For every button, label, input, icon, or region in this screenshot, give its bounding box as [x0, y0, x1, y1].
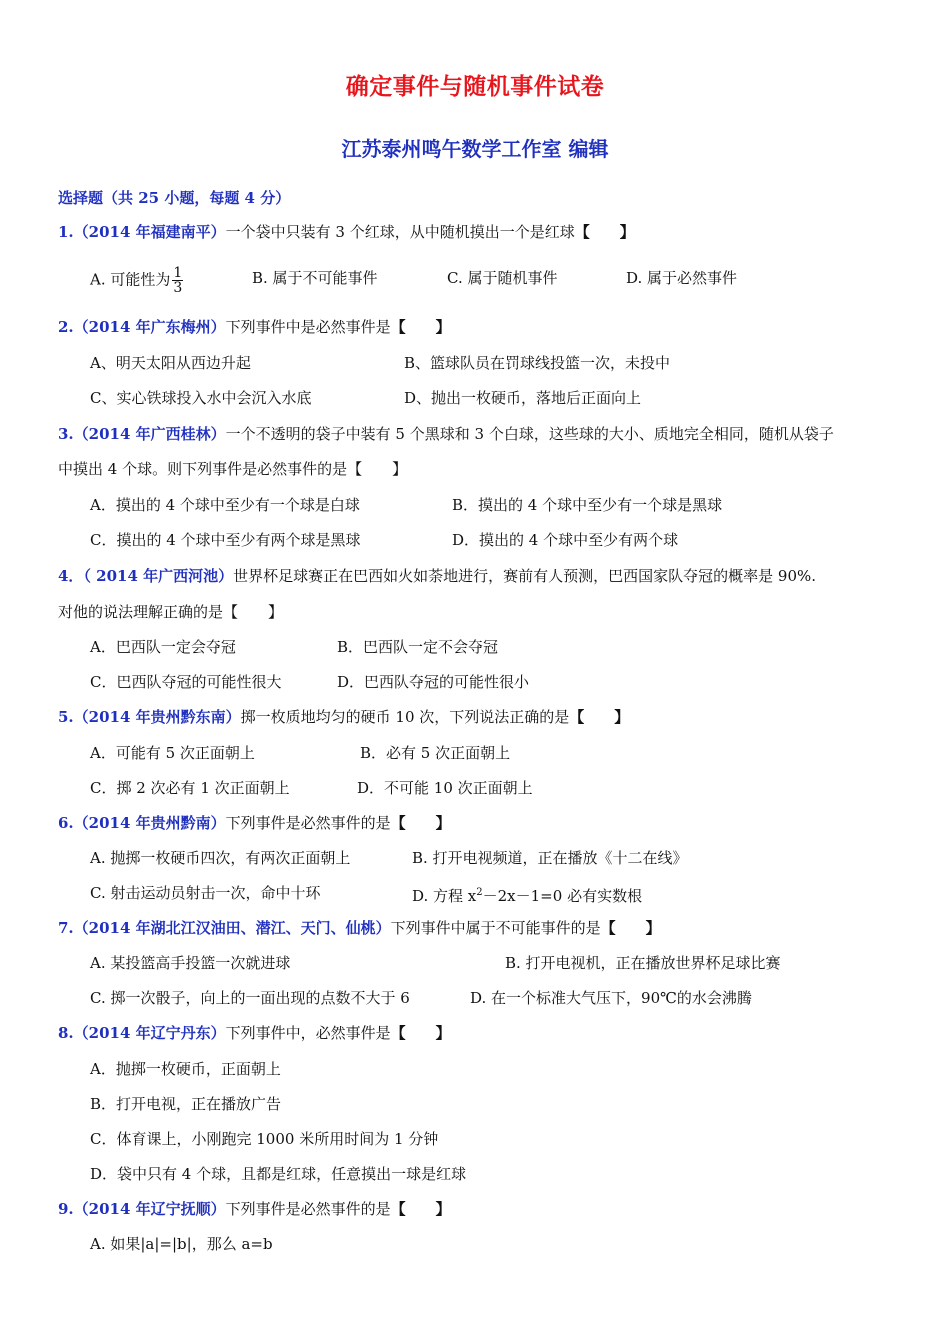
- question-text: 掷一枚质地均匀的硬币 10 次，下列说法正确的是: [240, 708, 570, 726]
- question-source: （2014 年贵州黔南）: [73, 814, 226, 832]
- question-9: [58, 1199, 451, 1219]
- question-7: [58, 918, 661, 938]
- option-b: B．打开电视，正在播放广告: [90, 1095, 282, 1113]
- question-2: [58, 317, 451, 337]
- fraction-denominator: 3: [173, 280, 183, 296]
- answer-bracket: 【 】: [223, 603, 284, 621]
- option-c: C．体育课上，小刚跑完 1000 米所用时间为 1 分钟: [90, 1130, 439, 1148]
- answer-bracket: 【 】: [574, 223, 635, 241]
- option-d: D．不可能 10 次正面朝上: [357, 779, 533, 797]
- answer-bracket: 【 】: [569, 708, 630, 726]
- question-number: 8.: [58, 1024, 74, 1042]
- question-8: [58, 1023, 451, 1043]
- option-b: B. 打开电视频道，正在播放《十二在线》: [412, 849, 688, 867]
- question-text: 下列事件中是必然事件是: [225, 318, 391, 336]
- question-6: [58, 813, 451, 833]
- option-b: B. 打开电视机，正在播放世界杯足球比赛: [505, 954, 781, 972]
- option-c: C. 掷一次骰子，向上的一面出现的点数不大于 6: [90, 989, 410, 1007]
- option-a: A. 某投篮高手投篮一次就进球: [90, 954, 291, 972]
- option-b: B、篮球队员在罚球线投篮一次，未投中: [404, 354, 671, 372]
- question-source: （2014 年广西桂林）: [73, 425, 226, 443]
- question-source: （2014 年贵州黔东南）: [73, 708, 241, 726]
- option-b: B．必有 5 次正面朝上: [360, 744, 511, 762]
- option-c: C. 属于随机事件: [447, 269, 558, 287]
- question-text: 一个袋中只装有 3 个红球，从中随机摸出一个是红球: [225, 223, 575, 241]
- question-5: [58, 707, 629, 727]
- section-header: 选择题（共 25 小题，每题 4 分）: [58, 189, 291, 207]
- question-text: 中摸出 4 个球。则下列事件是必然事件的是: [58, 460, 348, 478]
- option-d-text-rest: －2x－1=0 必有实数根: [482, 887, 643, 905]
- option-a: A．巴西队一定会夺冠: [90, 638, 236, 656]
- question-number: 3.: [58, 425, 74, 443]
- question-source: （2014 年湖北江汉油田、潜江、天门、仙桃）: [73, 919, 391, 937]
- option-d: D. 在一个标准大气压下，90℃的水会沸腾: [470, 989, 752, 1007]
- question-source: （2014 年广东梅州）: [73, 318, 226, 336]
- question-number: 4．: [58, 567, 84, 585]
- question-number: 7.: [58, 919, 74, 937]
- option-a: A．抛掷一枚硬币，正面朝上: [90, 1060, 281, 1078]
- question-text: 一个不透明的袋子中装有 5 个黑球和 3 个白球，这些球的大小、质地完全相同，随机从袋子: [225, 425, 834, 443]
- option-d: D．巴西队夺冠的可能性很小: [337, 673, 530, 691]
- option-d: D. 属于必然事件: [626, 269, 738, 287]
- question-text: 下列事件中属于不可能事件的是: [390, 919, 601, 937]
- question-number: 6.: [58, 814, 74, 832]
- option-a: [90, 266, 183, 295]
- question-number: 5.: [58, 708, 74, 726]
- answer-bracket: 【 】: [390, 814, 451, 832]
- question-number: 2.: [58, 318, 74, 336]
- option-d: D．摸出的 4 个球中至少有两个球: [452, 531, 679, 549]
- page-subtitle: 江苏泰州鸣午数学工作室 编辑: [341, 137, 609, 161]
- answer-bracket: 【 】: [347, 460, 408, 478]
- answer-bracket: 【 】: [390, 318, 451, 336]
- option-c: C．摸出的 4 个球中至少有两个球是黑球: [90, 531, 361, 549]
- option-d: [412, 883, 642, 906]
- question-text: 下列事件中，必然事件是: [225, 1024, 391, 1042]
- option-c: C. 射击运动员射击一次，命中十环: [90, 884, 321, 902]
- fraction: [172, 266, 183, 295]
- fraction-numerator: 1: [173, 265, 183, 281]
- option-a-text: A. 可能性为: [90, 270, 171, 289]
- question-number: 9.: [58, 1200, 74, 1218]
- option-b: B. 属于不可能事件: [252, 269, 378, 287]
- question-source: （2014 年辽宁抚顺）: [73, 1200, 226, 1218]
- option-d-text: D. 方程 x: [412, 887, 477, 905]
- question-4-continued: [58, 602, 283, 622]
- question-text: 对他的说法理解正确的是: [58, 603, 224, 621]
- question-source: （ 2014 年广西河池）: [83, 567, 234, 585]
- option-d: D．袋中只有 4 个球，且都是红球，任意摸出一球是红球: [90, 1165, 467, 1183]
- question-text: 下列事件是必然事件的是: [225, 814, 391, 832]
- answer-bracket: 【 】: [390, 1200, 451, 1218]
- question-3: [58, 424, 834, 444]
- page-title: 确定事件与随机事件试卷: [345, 73, 605, 100]
- option-a: A. 抛掷一枚硬币四次，有两次正面朝上: [90, 849, 351, 867]
- option-a: A．可能有 5 次正面朝上: [90, 744, 255, 762]
- question-source: （2014 年福建南平）: [73, 223, 226, 241]
- option-d: D、抛出一枚硬币，落地后正面向上: [404, 389, 642, 407]
- question-4: [58, 566, 816, 586]
- option-a: A．摸出的 4 个球中至少有一个球是白球: [90, 496, 360, 514]
- question-1: [58, 222, 635, 242]
- option-c: C．掷 2 次必有 1 次正面朝上: [90, 779, 290, 797]
- question-3-continued: [58, 459, 407, 479]
- option-b: B．摸出的 4 个球中至少有一个球是黑球: [452, 496, 723, 514]
- question-number: 1.: [58, 223, 74, 241]
- exponent: 2: [476, 887, 483, 898]
- option-b: B．巴西队一定不会夺冠: [337, 638, 499, 656]
- question-text: 世界杯足球赛正在巴西如火如荼地进行，赛前有人预测，巴西国家队夺冠的概率是 90%.: [233, 567, 817, 585]
- answer-bracket: 【 】: [600, 919, 661, 937]
- option-c: C．巴西队夺冠的可能性很大: [90, 673, 282, 691]
- question-text: 下列事件是必然事件的是: [225, 1200, 391, 1218]
- option-a: A、明天太阳从西边升起: [90, 354, 251, 372]
- option-a: A. 如果|a|=|b|，那么 a=b: [90, 1235, 273, 1253]
- answer-bracket: 【 】: [390, 1024, 451, 1042]
- question-source: （2014 年辽宁丹东）: [73, 1024, 226, 1042]
- option-c: C、实心铁球投入水中会沉入水底: [90, 389, 312, 407]
